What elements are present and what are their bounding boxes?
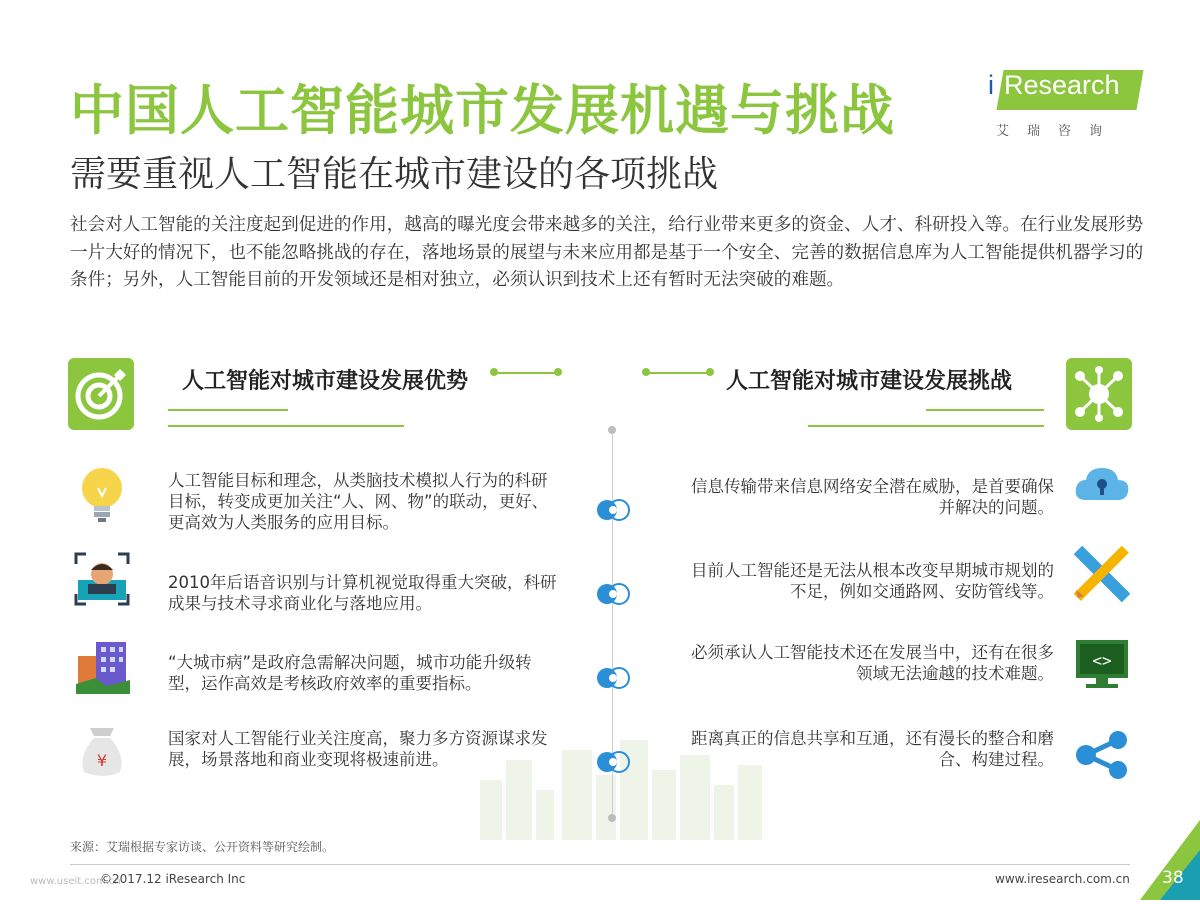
corner-triangle-graphic bbox=[1140, 820, 1200, 900]
left-section-title: 人工智能对城市建设发展优势 bbox=[182, 369, 469, 394]
connector-dot bbox=[490, 368, 498, 376]
city-building-icon bbox=[76, 638, 130, 694]
logo-i-mark: i bbox=[988, 70, 994, 100]
left-item-text: “大城市病”是政府急需解决问题，城市功能升级转型，运作高效是考核政府效率的重要指标。 bbox=[168, 653, 532, 693]
code-monitor-icon bbox=[1074, 638, 1130, 690]
right-title-connector bbox=[646, 372, 710, 374]
right-underline bbox=[808, 425, 1044, 427]
page-title: 中国人工智能城市发展机遇与挑战 bbox=[70, 79, 895, 142]
timeline-node-icon bbox=[596, 583, 630, 605]
right-underline bbox=[926, 409, 1044, 411]
right-item-text: 必须承认人工智能技术还在发展当中，还有在很多领域无法逾越的技术难题。 bbox=[691, 643, 1054, 683]
connector-dot bbox=[554, 368, 562, 376]
left-title-connector bbox=[492, 372, 558, 374]
left-item-text: 人工智能目标和理念，从类脑技术模拟人行为的科研目标，转变成更加关注“人、网、物”的联动，更好、更高效为人类服务的应用目标。 bbox=[168, 471, 549, 532]
timeline-bottom-dot bbox=[608, 814, 616, 822]
source-note: 来源：艾瑞根据专家访谈、公开资料等研究绘制。 bbox=[70, 840, 335, 854]
ruler-pencil-icon bbox=[1074, 546, 1130, 602]
target-icon bbox=[68, 358, 134, 430]
page-subtitle: 需要重视人工智能在城市建设的各项挑战 bbox=[70, 154, 719, 195]
lightbulb-icon bbox=[74, 464, 130, 524]
left-item-text: 国家对人工智能行业关注度高，聚力多方资源谋求发展，场景落地和商业变现将极速前进。 bbox=[168, 729, 548, 769]
timeline-top-dot bbox=[608, 426, 616, 434]
right-item-text: 信息传输带来信息网络安全潜在威胁，是首要确保并解决的问题。 bbox=[691, 477, 1054, 517]
svg-text:¥: ¥ bbox=[96, 751, 108, 770]
website-url: www.iresearch.com.cn bbox=[995, 872, 1130, 886]
cloud-lock-icon bbox=[1072, 462, 1132, 506]
left-underline bbox=[168, 409, 288, 411]
network-icon bbox=[1066, 358, 1132, 430]
logo-chinese-name: 艾瑞咨询 bbox=[996, 124, 1121, 139]
right-section-title: 人工智能对城市建设发展挑战 bbox=[726, 369, 1013, 394]
face-scan-icon bbox=[74, 552, 130, 606]
page-number: 38 bbox=[1162, 868, 1184, 888]
watermark: www.useit.com.cn bbox=[30, 876, 121, 887]
share-icon bbox=[1074, 730, 1130, 780]
copyright: ©2017.12 iResearch Inc bbox=[100, 872, 246, 886]
logo-brand-text: Research bbox=[1004, 70, 1120, 100]
iresearch-logo bbox=[990, 66, 1140, 116]
right-item-text: 目前人工智能还是无法从根本改变早期城市规划的不足，例如交通路网、安防管线等。 bbox=[691, 561, 1054, 601]
left-item-text: 2010年后语音识别与计算机视觉取得重大突破，科研成果与技术寻求商业化与落地应用。 bbox=[168, 573, 557, 613]
intro-paragraph: 社会对人工智能的关注度起到促进的作用，越高的曝光度会带来越多的关注，给行业带来更多的资金、人才、科研投入等。在行业发展形势一片大好的情况下，也不能忽略挑战的存在，落地场景的展望与未来应用都是基于一个安全、完善的数据信息库为人工智能提供机器学习的条件；另外，人工智能目前的开发领域还是相对独立，必须认识到技术上还有暂时无法突破的难题。 bbox=[70, 215, 1144, 290]
connector-dot bbox=[706, 368, 714, 376]
timeline-node-icon bbox=[596, 751, 630, 773]
money-bag-icon bbox=[76, 726, 128, 778]
timeline-node-icon bbox=[596, 667, 630, 689]
timeline-node-icon bbox=[596, 499, 630, 521]
svg-text:<>: <> bbox=[1092, 651, 1112, 670]
footer-divider bbox=[70, 864, 1130, 865]
left-underline bbox=[168, 425, 404, 427]
right-item-text: 距离真正的信息共享和互通，还有漫长的整合和磨合、构建过程。 bbox=[691, 729, 1054, 769]
